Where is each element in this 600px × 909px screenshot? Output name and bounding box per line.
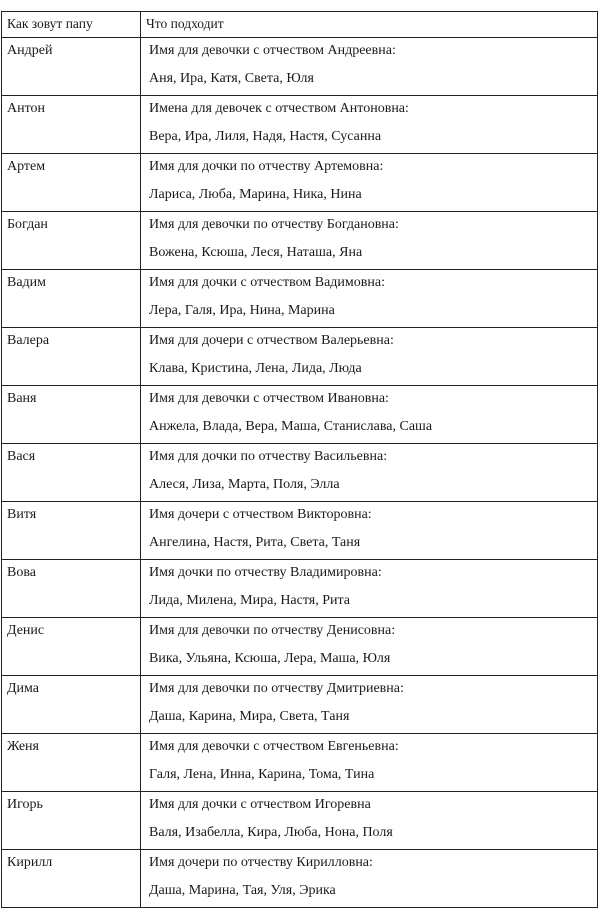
table-row	[2, 792, 598, 850]
patronymic-text: Имя дочки по отчеству Владимировна:	[149, 565, 382, 580]
table-row	[2, 444, 598, 502]
table-header-row	[2, 12, 598, 38]
suggested-names-cell	[141, 792, 598, 850]
table-row	[2, 618, 598, 676]
names-list-text: Галя, Лена, Инна, Карина, Тома, Тина	[149, 767, 375, 782]
table-row	[2, 154, 598, 212]
patronymic-text: Имя для девочки с отчеством Евгеньевна:	[149, 739, 399, 754]
table-row	[2, 38, 598, 96]
table-row	[2, 212, 598, 270]
father-name-cell: Витя	[2, 502, 141, 560]
patronymic-text: Имя для дочки с отчеством Вадимовна:	[149, 275, 385, 290]
suggested-names-cell	[141, 560, 598, 618]
names-list-text: Аня, Ира, Катя, Света, Юля	[149, 71, 314, 86]
names-list-text: Лида, Милена, Мира, Настя, Рита	[149, 593, 351, 608]
patronymic-text: Имя для девочки по отчеству Богдановна:	[149, 217, 399, 232]
father-name-cell: Денис	[2, 618, 141, 676]
table-row	[2, 386, 598, 444]
patronymic-text: Имя для девочки по отчеству Денисовна:	[149, 623, 396, 638]
patronymic-text: Имя для дочки по отчеству Артемовна:	[149, 159, 384, 174]
father-name-cell: Вова	[2, 560, 141, 618]
names-list-text: Алеся, Лиза, Марта, Поля, Элла	[149, 477, 340, 492]
father-name-cell: Андрей	[2, 38, 141, 96]
header-father: Как зовут папу	[2, 12, 141, 38]
names-table	[1, 11, 598, 908]
table-row	[2, 270, 598, 328]
suggested-names-cell	[141, 676, 598, 734]
table-row	[2, 96, 598, 154]
names-list-text: Вера, Ира, Лиля, Надя, Настя, Сусанна	[149, 129, 382, 144]
suggested-names-cell	[141, 270, 598, 328]
suggested-names-cell	[141, 386, 598, 444]
father-name-cell: Игорь	[2, 792, 141, 850]
suggested-names-cell	[141, 850, 598, 908]
names-list-text: Даша, Марина, Тая, Уля, Эрика	[149, 883, 336, 898]
father-name-cell: Вадим	[2, 270, 141, 328]
father-name-cell: Дима	[2, 676, 141, 734]
names-list-text: Валя, Изабелла, Кира, Люба, Нона, Поля	[149, 825, 393, 840]
table-row	[2, 502, 598, 560]
table-row	[2, 850, 598, 908]
father-name-cell: Ваня	[2, 386, 141, 444]
patronymic-text: Имя для дочки с отчеством Игоревна	[149, 797, 371, 812]
father-name-cell: Артем	[2, 154, 141, 212]
names-list-text: Вожена, Ксюша, Леся, Наташа, Яна	[149, 245, 363, 260]
patronymic-text: Имя для девочки с отчеством Ивановна:	[149, 391, 389, 406]
father-name-cell: Женя	[2, 734, 141, 792]
father-name-cell: Кирилл	[2, 850, 141, 908]
suggested-names-cell	[141, 154, 598, 212]
names-list-text: Лариса, Люба, Марина, Ника, Нина	[149, 187, 362, 202]
table-row	[2, 560, 598, 618]
patronymic-text: Имя для девочки по отчеству Дмитриевна:	[149, 681, 404, 696]
names-list-text: Даша, Карина, Мира, Света, Таня	[149, 709, 350, 724]
suggested-names-cell	[141, 618, 598, 676]
suggested-names-cell	[141, 96, 598, 154]
suggested-names-cell	[141, 444, 598, 502]
father-name-cell: Валера	[2, 328, 141, 386]
patronymic-text: Имена для девочек с отчеством Антоновна:	[149, 101, 409, 116]
table-row	[2, 328, 598, 386]
names-list-text: Лера, Галя, Ира, Нина, Марина	[149, 303, 335, 318]
patronymic-text: Имя для девочки с отчеством Андреевна:	[149, 43, 396, 58]
names-list-text: Вика, Ульяна, Ксюша, Лера, Маша, Юля	[149, 651, 391, 666]
names-list-text: Ангелина, Настя, Рита, Света, Таня	[149, 535, 361, 550]
table-body	[2, 38, 598, 908]
suggested-names-cell	[141, 734, 598, 792]
father-name-cell: Богдан	[2, 212, 141, 270]
table-row	[2, 734, 598, 792]
suggested-names-cell	[141, 502, 598, 560]
patronymic-text: Имя дочери с отчеством Викторовна:	[149, 507, 372, 522]
father-name-cell: Вася	[2, 444, 141, 502]
names-list-text: Клава, Кристина, Лена, Лида, Люда	[149, 361, 362, 376]
suggested-names-cell	[141, 212, 598, 270]
patronymic-text: Имя дочери по отчеству Кирилловна:	[149, 855, 373, 870]
header-names: Что подходит	[141, 12, 598, 38]
suggested-names-cell	[141, 328, 598, 386]
father-name-cell: Антон	[2, 96, 141, 154]
table-row	[2, 676, 598, 734]
suggested-names-cell	[141, 38, 598, 96]
names-list-text: Анжела, Влада, Вера, Маша, Станислава, Саша	[149, 419, 433, 434]
patronymic-text: Имя для дочери с отчеством Валерьевна:	[149, 333, 394, 348]
patronymic-text: Имя для дочки по отчеству Васильевна:	[149, 449, 388, 464]
